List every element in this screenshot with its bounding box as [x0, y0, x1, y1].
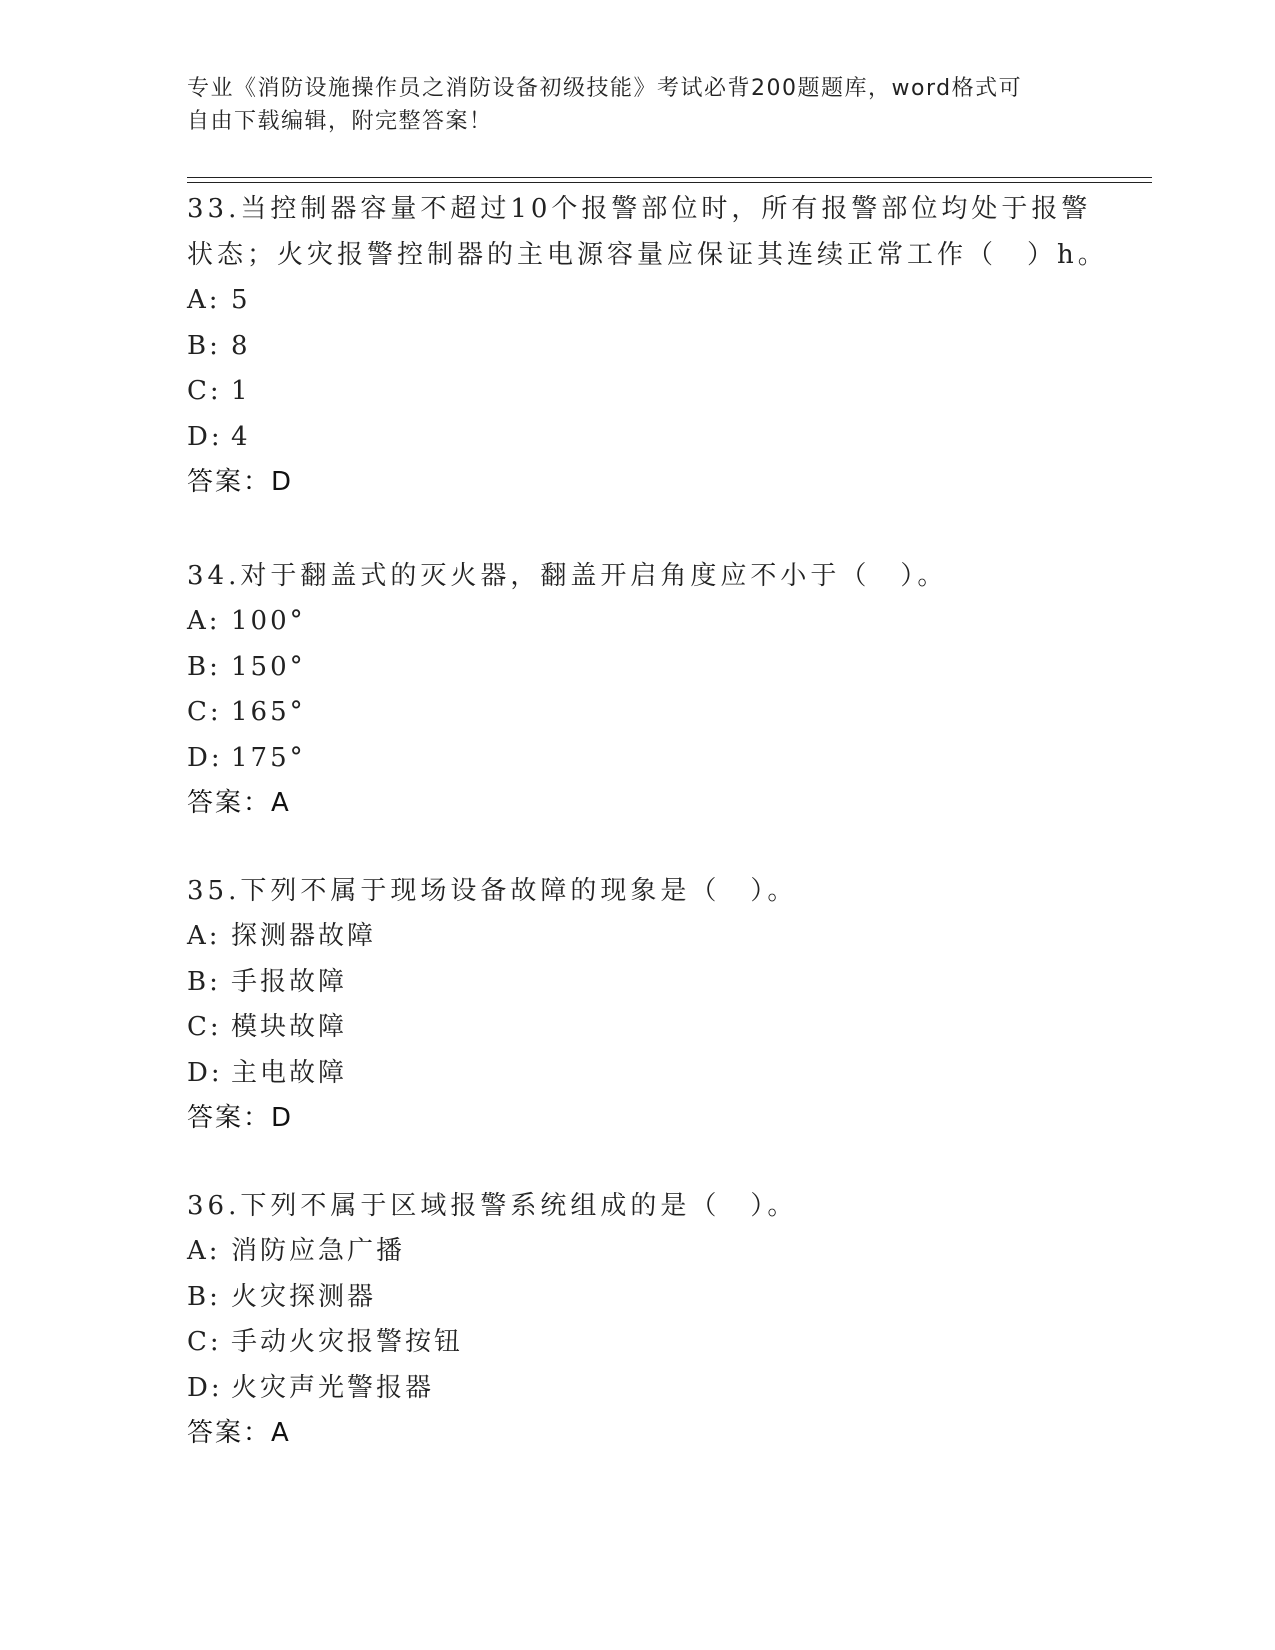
option-a: [187, 599, 1087, 645]
option-label: A:: [187, 606, 221, 636]
question-stem: [187, 186, 1108, 278]
option-label: B:: [187, 966, 221, 997]
option-text: 消防应急广播: [231, 1236, 406, 1266]
answer-text: 答案：A: [187, 788, 291, 819]
option-d: [187, 415, 1087, 461]
option-text: 模块故障: [231, 1012, 348, 1043]
question-stem: [187, 1183, 1087, 1229]
option-text: 火灾探测器: [231, 1281, 377, 1312]
option-text: 100°: [231, 606, 306, 636]
option-label: C:: [187, 1012, 222, 1043]
answer-text: 答案：A: [187, 1418, 291, 1449]
option-text: 175°: [231, 742, 306, 773]
option-label: D:: [187, 421, 223, 452]
option-text: 1: [231, 376, 251, 407]
question-stem: [187, 553, 1087, 599]
answer-text: 答案：D: [187, 467, 294, 498]
question-35: [187, 868, 1087, 1141]
option-text: 火灾声光警报器: [231, 1372, 435, 1403]
option-label: C:: [187, 697, 222, 728]
option-a: [187, 914, 1087, 960]
option-label: D:: [187, 742, 223, 773]
question-34: [187, 553, 1087, 826]
option-text: 5: [231, 285, 251, 315]
question-stem-line: 33.当控制器容量不超过10个报警部位时，所有报警部位均处于报警: [187, 194, 1092, 224]
option-label: D:: [187, 1057, 223, 1088]
question-36: [187, 1183, 1087, 1456]
header-line-1: 专业《消防设施操作员之消防设备初级技能》考试必背200题题库，word格式可: [187, 76, 1023, 101]
option-c: [187, 369, 1087, 415]
option-text: 4: [231, 421, 251, 452]
option-label: A:: [187, 1236, 221, 1266]
option-label: C:: [187, 376, 222, 407]
option-label: C:: [187, 1327, 222, 1358]
option-text: 150°: [231, 651, 306, 682]
option-b: [187, 1275, 1087, 1321]
option-b: [187, 324, 1087, 370]
option-b: [187, 645, 1087, 691]
question-stem-line: 34.对于翻盖式的灭火器，翻盖开启角度应不小于（ ）。: [187, 561, 948, 591]
option-text: 8: [231, 330, 251, 361]
option-a: [187, 1229, 1087, 1275]
option-label: A:: [187, 285, 221, 315]
option-c: [187, 1320, 1087, 1366]
option-text: 手动火灾报警按钮: [231, 1327, 464, 1358]
question-stem: [187, 868, 1087, 914]
option-d: [187, 736, 1087, 782]
option-label: B:: [187, 1281, 221, 1312]
header-divider-bottom: [187, 182, 1152, 183]
header-divider-top: [187, 177, 1152, 178]
option-text: 手报故障: [231, 966, 348, 997]
question-stem-line: 36.下列不属于区域报警系统组成的是（ ）。: [187, 1191, 798, 1221]
option-d: [187, 1051, 1087, 1097]
option-a: [187, 278, 1087, 324]
question-stem-line: 状态；火灾报警控制器的主电源容量应保证其连续正常工作（ ）h。: [187, 240, 1108, 270]
option-d: [187, 1366, 1087, 1412]
header-line-2: 自由下载编辑，附完整答案！: [187, 109, 493, 134]
option-b: [187, 960, 1087, 1006]
option-label: A:: [187, 921, 221, 951]
option-label: B:: [187, 330, 221, 361]
question-stem-line: 35.下列不属于现场设备故障的现象是（ ）。: [187, 876, 798, 906]
document-header: [187, 72, 1067, 138]
option-label: B:: [187, 651, 221, 682]
option-text: 主电故障: [231, 1057, 348, 1088]
answer-text: 答案：D: [187, 1103, 294, 1134]
option-c: [187, 690, 1087, 736]
option-label: D:: [187, 1372, 223, 1403]
option-text: 165°: [231, 697, 306, 728]
option-c: [187, 1005, 1087, 1051]
option-text: 探测器故障: [231, 921, 377, 951]
question-33: [187, 186, 1108, 505]
